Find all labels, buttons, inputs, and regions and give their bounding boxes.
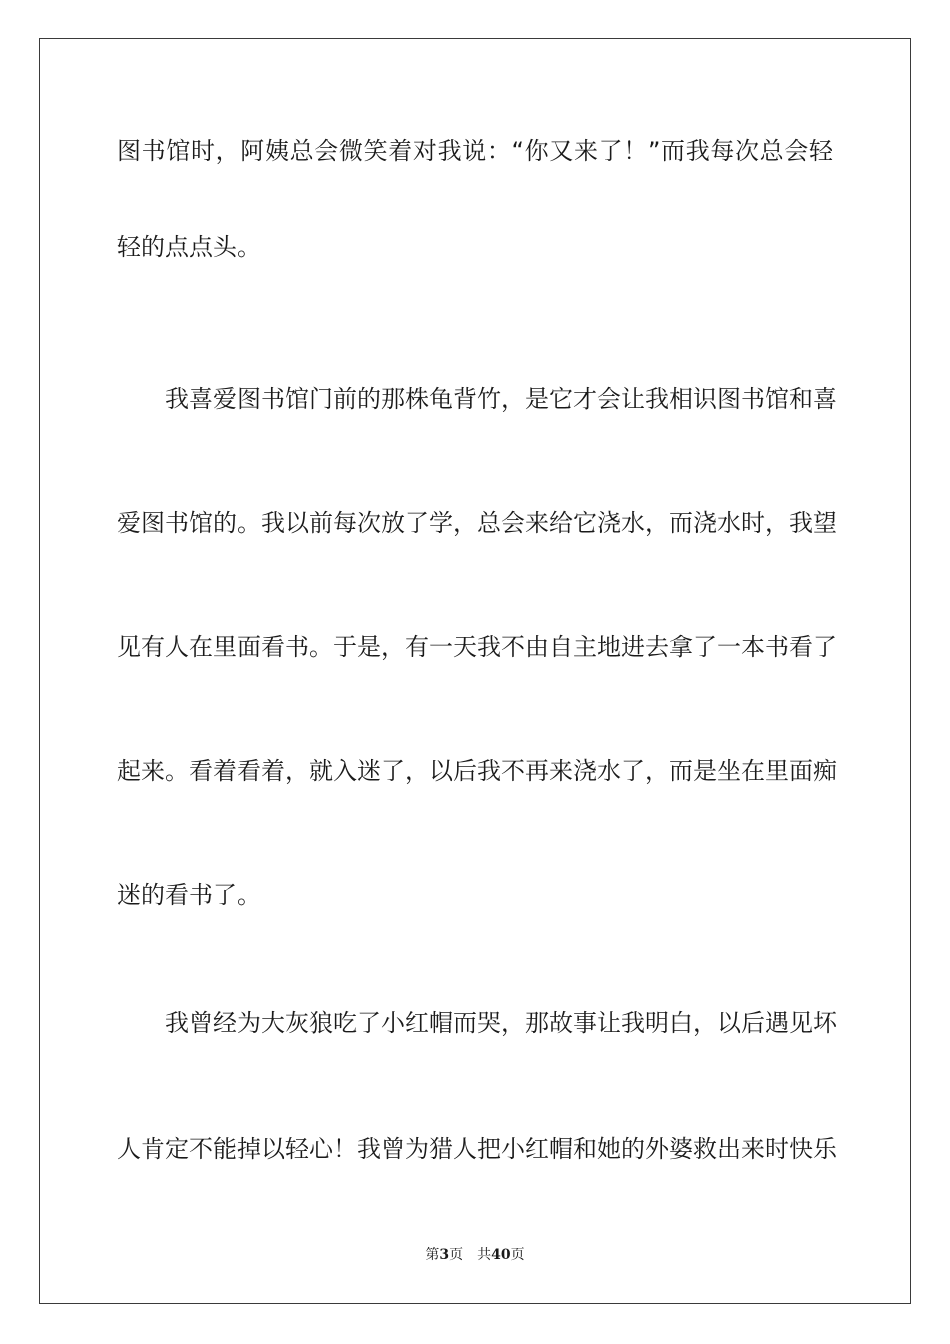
page-current: 3 <box>439 1247 450 1263</box>
page-border <box>39 38 911 1304</box>
total-suffix: 页 <box>510 1247 525 1263</box>
text-line-9: 人肯定不能掉以轻心！我曾为猎人把小红帽和她的外婆救出来时快乐 <box>117 1135 837 1163</box>
text-line-8: 我曾经为大灰狼吃了小红帽而哭，那故事让我明白，以后遇见坏 <box>165 1009 837 1037</box>
text-line-5: 见有人在里面看书。于是，有一天我不由自主地进去拿了一本书看了 <box>117 633 837 661</box>
text-line-1: 图书馆时，阿姨总会微笑着对我说：“你又来了！”而我每次总会轻 <box>117 137 833 165</box>
page-suffix: 页 <box>449 1247 464 1263</box>
total-prefix: 共 <box>477 1247 492 1263</box>
text-line-7: 迷的看书了。 <box>117 881 261 909</box>
page-total: 40 <box>491 1247 511 1263</box>
page-footer <box>0 1245 950 1265</box>
text-line-2: 轻的点点头。 <box>117 233 261 261</box>
text-line-6: 起来。看着看着，就入迷了，以后我不再来浇水了，而是坐在里面痴 <box>117 757 837 785</box>
text-line-3: 我喜爱图书馆门前的那株龟背竹，是它才会让我相识图书馆和喜 <box>165 385 837 413</box>
page-prefix: 第 <box>425 1247 440 1263</box>
text-line-4: 爱图书馆的。我以前每次放了学，总会来给它浇水，而浇水时，我望 <box>117 509 837 537</box>
